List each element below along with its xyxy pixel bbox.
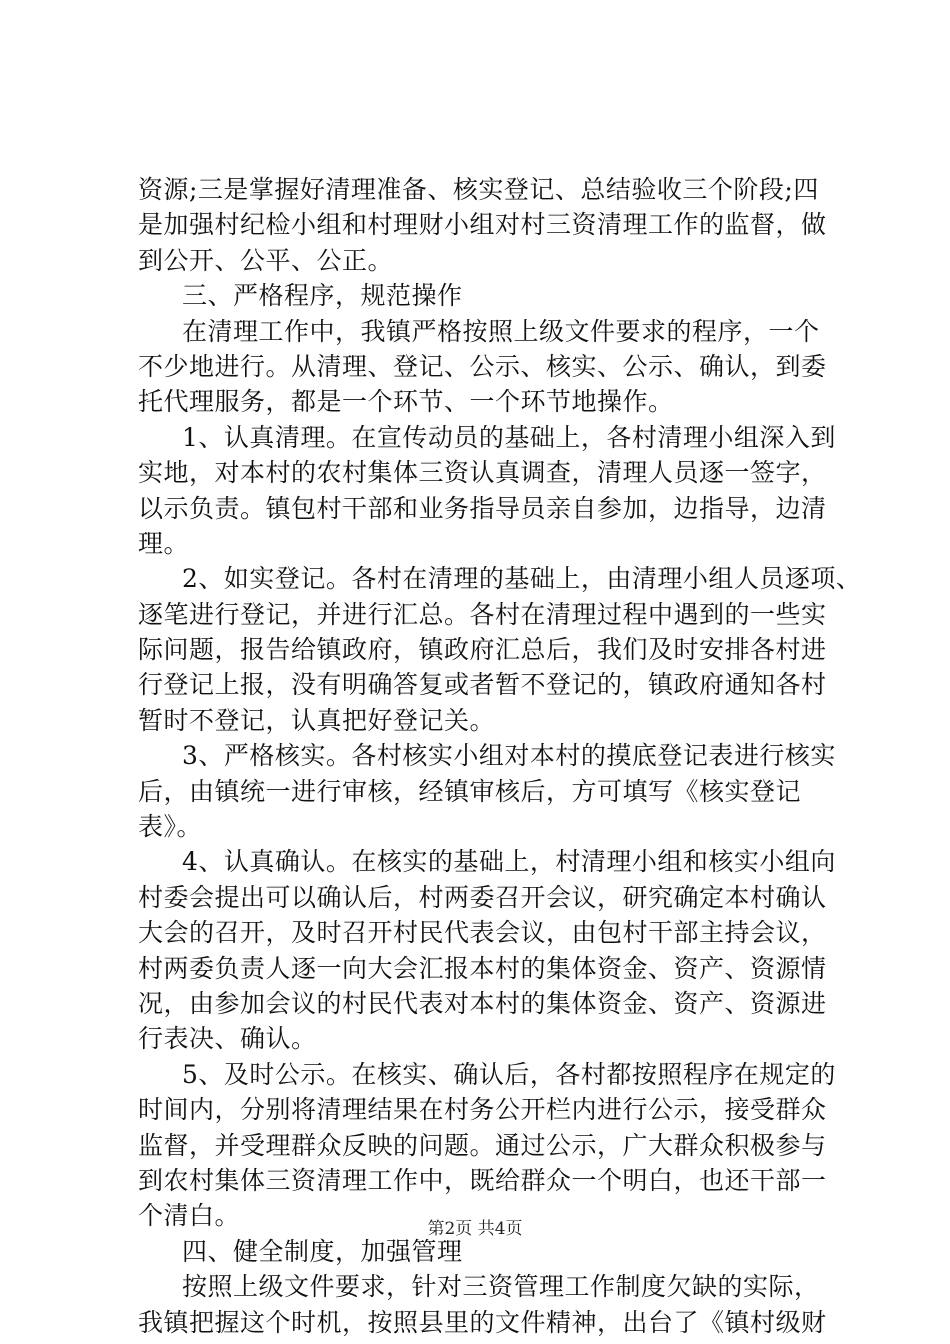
text-line: 是加强村纪检小组和村理财小组对村三资清理工作的监督，做 <box>138 210 827 240</box>
text-line: 个清白。 <box>138 1201 241 1231</box>
section-heading: 三、严格程序，规范操作 <box>182 281 463 311</box>
text-line: 村两委负责人逐一向大会汇报本村的集体资金、资产、资源情 <box>138 953 827 983</box>
text-line: 监督，并受理群众反映的问题。通过公示，广大群众积极参与 <box>138 1130 827 1160</box>
text-line: 实地，对本村的农村集体三资认真调查，清理人员逐一签字， <box>138 458 827 488</box>
text-line: 以示负责。镇包村干部和业务指导员亲自参加，边指导，边清 <box>138 493 827 523</box>
text-line: 资源;三是掌握好清理准备、核实登记、总结验收三个阶段;四 <box>138 175 819 204</box>
page-number-label: 第2页 共4页 <box>427 1219 523 1239</box>
text-line: 暂时不登记，认真把好登记关。 <box>138 705 496 735</box>
text-line: 到公开、公平、公正。 <box>138 245 394 275</box>
section-heading: 四、健全制度，加强管理 <box>182 1236 463 1266</box>
text-line: 1、认真清理。在宣传动员的基础上，各村清理小组深入到 <box>182 422 836 452</box>
text-line: 行登记上报，没有明确答复或者暂不登记的，镇政府通知各村 <box>138 670 827 700</box>
page-footer <box>0 1214 950 1239</box>
text-line: 在清理工作中，我镇严格按照上级文件要求的程序，一个 <box>182 316 820 346</box>
text-line: 后，由镇统一进行审核，经镇审核后，方可填写《核实登记 <box>138 776 802 806</box>
text-line: 到农村集体三资清理工作中，既给群众一个明白，也还干部一 <box>138 1165 827 1195</box>
text-line: 5、及时公示。在核实、确认后，各村都按照程序在规定的 <box>182 1059 836 1089</box>
text-line: 表》。 <box>138 812 203 842</box>
text-line: 按照上级文件要求，针对三资管理工作制度欠缺的实际， <box>182 1272 820 1302</box>
text-line: 逐笔进行登记，并进行汇总。各村在清理过程中遇到的一些实 <box>138 599 827 629</box>
text-line: 村委会提出可以确认后，村两委召开会议，研究确定本村确认 <box>138 882 827 912</box>
text-line: 理。 <box>138 528 190 558</box>
text-line: 行表决、确认。 <box>138 1024 317 1054</box>
document-body <box>138 172 862 1340</box>
text-line: 际问题，报告给镇政府，镇政府汇总后，我们及时安排各村进 <box>138 635 827 665</box>
text-line: 3、严格核实。各村核实小组对本村的摸底登记表进行核实 <box>182 741 836 771</box>
text-line: 时间内，分别将清理结果在村务公开栏内进行公示，接受群众 <box>138 1095 827 1125</box>
text-line: 4、认真确认。在核实的基础上，村清理小组和核实小组向 <box>182 847 836 877</box>
text-line: 况，由参加会议的村民代表对本村的集体资金、资产、资源进 <box>138 988 827 1018</box>
text-line: 不少地进行。从清理、登记、公示、核实、公示、确认，到委 <box>138 351 827 381</box>
text-line: 2、如实登记。各村在清理的基础上，由清理小组人员逐项、 <box>182 564 862 594</box>
text-line: 托代理服务，都是一个环节、一个环节地操作。 <box>138 387 674 417</box>
text-line: 我镇把握这个时机，按照县里的文件精神，出台了《镇村级财 <box>138 1307 827 1337</box>
text-line: 大会的召开，及时召开村民代表会议，由包村干部主持会议， <box>138 918 827 948</box>
